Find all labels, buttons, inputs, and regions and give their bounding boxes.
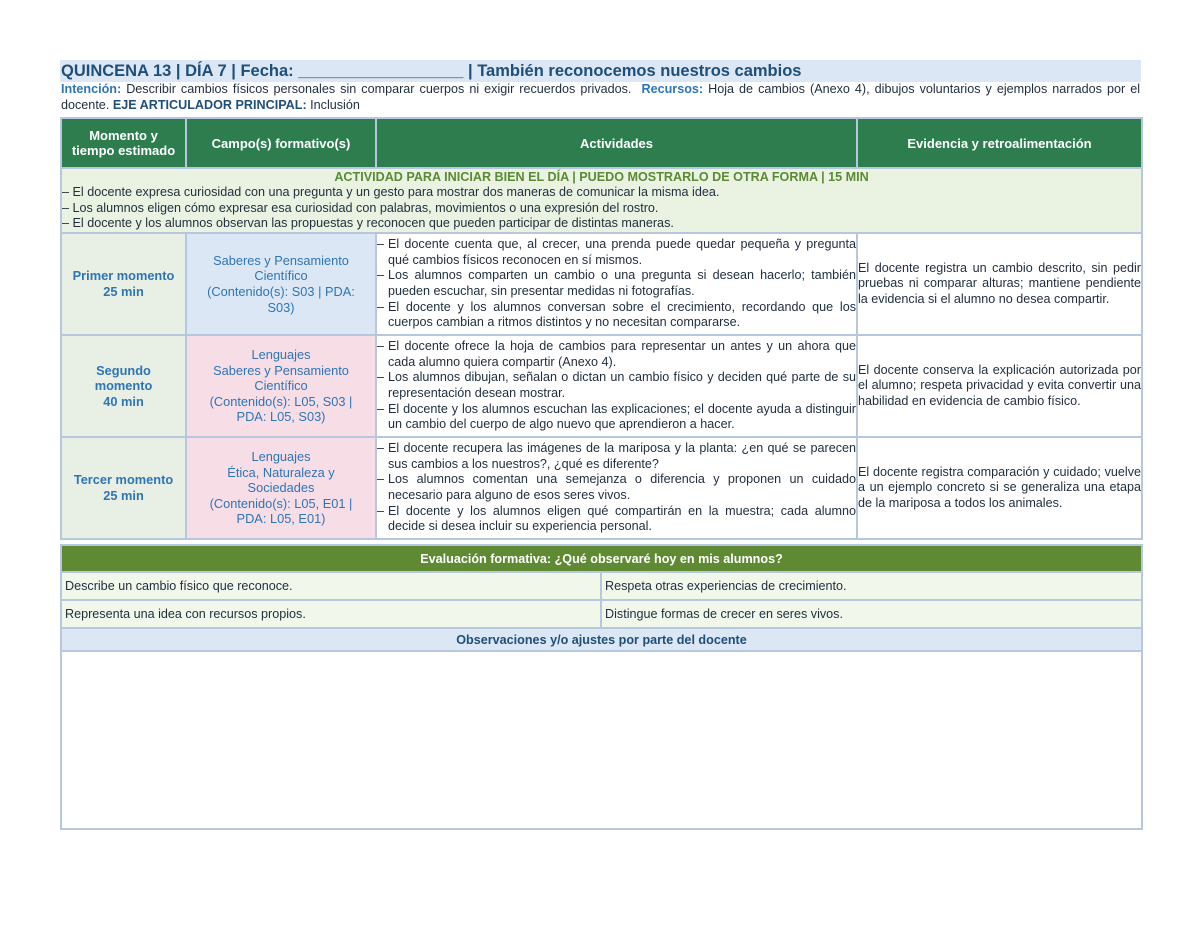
campo-line: Científico: [254, 378, 308, 394]
moment-time: 25 min: [103, 488, 144, 503]
campo-line: (Contenido(s): L05, S03 |: [209, 393, 353, 409]
observaciones-header: [61, 628, 1142, 651]
actividad-item: – El docente recupera las imágenes de la mariposa y la planta: ¿en qué se parecen sus cambios a los nuestros?, ¿qué es diferente?: [377, 441, 856, 471]
col-header-actividades: Actividades: [376, 118, 857, 168]
observaciones-body: [61, 651, 1142, 829]
moment-cell: [61, 335, 186, 437]
page-title: QUINCENA 13 | DÍA 7 | Fecha: __________________ | También reconocemos nuestros cambios: [60, 60, 1141, 82]
campo-line: (Contenido(s): L05, E01 |: [209, 495, 353, 511]
actividad-text: Los alumnos comparten un cambio o una pregunta si desean hacerlo; también pueden escuchar, sin presentar medidas ni fotografías.: [388, 268, 856, 298]
evaluacion-row: [61, 572, 1142, 600]
intro-paragraph: [60, 82, 1141, 113]
actividad-item: – El docente ofrece la hoja de cambios para representar un antes y un ahora que cada alumno quiera compartir (Anexo 4).: [377, 339, 856, 369]
moment-name: Tercer momento: [73, 472, 174, 488]
actividad-text: El docente y los alumnos conversan sobre el crecimiento, recordando que los cuerpos cambian a ritmos distintos y no necesitan compararse.: [388, 299, 856, 330]
moment-name: Segundo: [96, 362, 151, 378]
campo-line: Saberes y Pensamiento: [213, 362, 349, 378]
actividad-item: – Los alumnos dibujan, señalan o dictan un cambio físico y deciden qué parte de su representación desean mostrar.: [377, 370, 856, 400]
actividad-item: – Los alumnos comentan una semejanza o diferencia y proponen un cuidado necesario para alguno de esos seres vivos.: [377, 472, 856, 502]
recursos-text: Hoja de cambios (Anexo 4), dibujos voluntarios y ejemplos narrados por el docente.: [61, 82, 1141, 112]
inicio-title: ACTIVIDAD PARA INICIAR BIEN EL DÍA | PUEDO MOSTRARLO DE OTRA FORMA | 15 MIN: [334, 169, 869, 184]
evaluacion-row: [61, 600, 1142, 628]
moment-time: 40 min: [103, 393, 144, 409]
campo-line: PDA: L05, S03): [236, 409, 326, 425]
campo-line: Sociedades: [247, 480, 315, 496]
campo-cell: [186, 233, 376, 335]
actividad-text: El docente cuenta que, al crecer, una prenda puede quedar pequeña y pregunta qué cambios físicos reconocen en sí mismos.: [388, 237, 856, 267]
eje-label: EJE ARTICULADOR PRINCIPAL:: [112, 97, 307, 112]
col-header-campo: Campo(s) formativo(s): [186, 118, 376, 168]
actividades-cell: [376, 437, 857, 539]
actividad-text: El docente y los alumnos escuchan las explicaciones; el docente ayuda a distinguir un cambio del cuerpo de algo nuevo que aprendieron a hacer.: [388, 401, 856, 432]
campo-cell: [186, 437, 376, 539]
observaciones-area[interactable]: [61, 651, 1142, 829]
actividad-item: – El docente y los alumnos conversan sobre el crecimiento, recordando que los cuerpos cambian a ritmos distintos y no necesitan compararse.: [377, 299, 856, 330]
evaluacion-table: [60, 544, 1143, 830]
inicio-line: – El docente expresa curiosidad con una pregunta y un gesto para mostrar dos maneras de comunicar la misma idea.: [62, 185, 720, 200]
moment-cell: [61, 437, 186, 539]
col-header-evidencia: Evidencia y retroalimentación: [857, 118, 1142, 168]
lesson-plan-page: [60, 60, 1141, 830]
evaluacion-item: Distingue formas de crecer en seres vivos.: [601, 600, 1142, 628]
actividad-text: Los alumnos comentan una semejanza o diferencia y proponen un cuidado necesario para alguno de esos seres vivos.: [388, 472, 856, 502]
actividad-item: – El docente y los alumnos escuchan las explicaciones; el docente ayuda a distinguir un cambio del cuerpo de algo nuevo que aprendieron a hacer.: [377, 401, 856, 432]
inicio-line: – El docente y los alumnos observan las propuestas y reconocen que pueden participar de distintas maneras.: [62, 215, 674, 230]
evaluacion-item: Respeta otras experiencias de crecimiento.: [601, 572, 1142, 600]
evaluacion-item: Describe un cambio físico que reconoce.: [61, 572, 601, 600]
plan-table-header: [61, 118, 1142, 168]
campo-line: Saberes y Pensamiento: [213, 252, 349, 268]
campo-line: Científico: [254, 268, 308, 284]
moment-name: Primer momento: [72, 268, 175, 284]
campo-line: Lenguajes: [251, 347, 311, 363]
moment-name: momento: [94, 378, 153, 394]
actividad-item: – El docente cuenta que, al crecer, una prenda puede quedar pequeña y pregunta qué cambios físicos reconocen en sí mismos.: [377, 237, 856, 267]
intencion-label: Intención:: [61, 82, 122, 96]
actividad-text: El docente ofrece la hoja de cambios para representar un antes y un ahora que cada alumno quiera compartir (Anexo 4).: [388, 339, 856, 369]
campo-line: Ética, Naturaleza y: [227, 464, 335, 480]
campo-line: PDA: L05, E01): [236, 511, 326, 527]
moment-row-2: [61, 335, 1142, 437]
recursos-label: Recursos:: [641, 82, 704, 96]
campo-cell: [186, 335, 376, 437]
intencion-text: Describir cambios físicos personales sin comparar cuerpos ni exigir recuerdos privados.: [126, 82, 632, 96]
moment-row-1: [61, 233, 1142, 335]
actividad-text: El docente recupera las imágenes de la mariposa y la planta: ¿en qué se parecen sus cambios a los nuestros?, ¿qué es diferente?: [388, 441, 856, 471]
moment-row-3: [61, 437, 1142, 539]
campo-line: Lenguajes: [251, 449, 311, 465]
moment-cell: [61, 233, 186, 335]
campo-line: (Contenido(s): S03 | PDA:: [207, 284, 355, 299]
col-header-momento: Momento y tiempo estimado: [61, 118, 186, 168]
eje-text: Inclusión: [310, 97, 360, 112]
moment-time: 25 min: [103, 284, 144, 299]
evaluacion-title: Evaluación formativa: ¿Qué observaré hoy en mis alumnos?: [61, 545, 1142, 572]
actividad-item: – El docente y los alumnos eligen qué compartirán en la muestra; cada alumno decide si desea incluir su experiencia personal.: [377, 503, 856, 534]
evidencia-cell: El docente registra comparación y cuidado; vuelve a un ejemplo concreto si se generaliza una etapa de la mariposa a todos los animales.: [857, 437, 1142, 539]
inicio-line: – Los alumnos eligen cómo expresar esa curiosidad con palabras, movimientos o una expresión del rostro.: [62, 200, 659, 215]
evidencia-cell: El docente registra un cambio descrito, sin pedir pruebas ni comparar alturas; mantiene pendiente la evidencia si el alumno no desea compartir.: [857, 233, 1142, 335]
inicio-row: [61, 168, 1142, 233]
actividades-cell: [376, 335, 857, 437]
actividad-text: Los alumnos dibujan, señalan o dictan un cambio físico y deciden qué parte de su representación desean mostrar.: [388, 370, 856, 400]
observaciones-title: Observaciones y/o ajustes por parte del docente: [61, 628, 1142, 651]
actividad-item: – Los alumnos comparten un cambio o una pregunta si desean hacerlo; también pueden escuchar, sin presentar medidas ni fotografías.: [377, 268, 856, 298]
plan-table: [60, 117, 1143, 540]
evaluacion-header: [61, 545, 1142, 572]
actividad-text: El docente y los alumnos eligen qué compartirán en la muestra; cada alumno decide si desea incluir su experiencia personal.: [388, 503, 856, 534]
evaluacion-item: Representa una idea con recursos propios.: [61, 600, 601, 628]
actividades-cell: [376, 233, 857, 335]
campo-line: S03): [267, 299, 295, 315]
evidencia-cell: El docente conserva la explicación autorizada por el alumno; respeta privacidad y evita convertir una habilidad en evidencia de cambio físico.: [857, 335, 1142, 437]
